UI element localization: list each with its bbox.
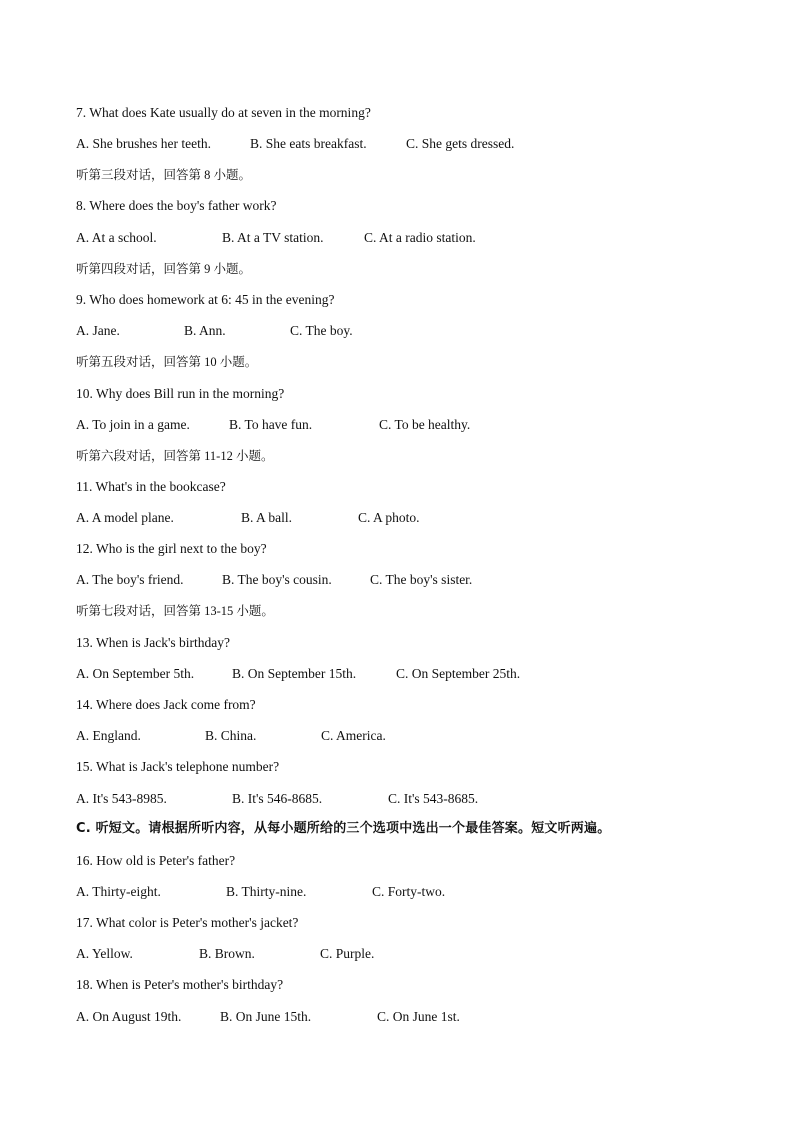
option-a: A. On September 5th. [76,666,195,681]
instruction-part-5: 听第五段对话，回答第 10 小题。 [76,355,258,369]
option-a: A. A model plane. [76,510,174,525]
option-a: A. On August 19th. [76,1009,182,1024]
option-a: A. At a school. [76,230,157,245]
option-a: A. The boy's friend. [76,572,184,587]
option-a: A. To join in a game. [76,417,190,432]
instruction-part-6: 听第六段对话，回答第 11-12 小题。 [76,449,274,463]
question-12: 12. Who is the girl next to the boy? [76,541,267,556]
option-a: A. Jane. [76,323,120,338]
option-b: B. Ann. [184,323,226,338]
option-b: B. China. [205,728,257,743]
option-c: C. Forty-two. [372,884,446,899]
option-c: C. Purple. [320,946,375,961]
question-18: 18. When is Peter's mother's birthday? [76,977,284,992]
option-a: A. Thirty-eight. [76,884,161,899]
option-c: C. On June 1st. [377,1009,460,1024]
question-8: 8. Where does the boy's father work? [76,198,277,213]
question-9: 9. Who does homework at 6: 45 in the evening? [76,292,335,307]
question-11: 11. What's in the bookcase? [76,479,226,494]
instruction-part-7: 听第七段对话，回答第 13-15 小题。 [76,604,274,618]
option-c: C. At a radio station. [364,230,476,245]
option-c: C. A photo. [358,510,420,525]
instruction-part-3: 听第三段对话，回答第 8 小题。 [76,168,252,182]
instruction-part-4: 听第四段对话，回答第 9 小题。 [76,262,252,276]
option-b: B. The boy's cousin. [222,572,332,587]
option-b: B. On September 15th. [232,666,357,681]
question-16: 16. How old is Peter's father? [76,853,236,868]
option-c: C. She gets dressed. [406,136,515,151]
option-c: C. To be healthy. [379,417,471,432]
option-b: B. Brown. [199,946,255,961]
option-b: B. She eats breakfast. [250,136,367,151]
option-a: A. She brushes her teeth. [76,136,211,151]
question-17: 17. What color is Peter's mother's jacket? [76,915,299,930]
option-a: A. Yellow. [76,946,133,961]
option-c: C. America. [321,728,386,743]
option-b: B. On June 15th. [220,1009,312,1024]
option-b: B. A ball. [241,510,293,525]
option-b: B. It's 546-8685. [232,791,323,806]
question-10: 10. Why does Bill run in the morning? [76,386,285,401]
option-c: C. It's 543-8685. [388,791,479,806]
option-b: B. To have fun. [229,417,313,432]
option-a: A. England. [76,728,141,743]
section-c-heading: C. 听短文。请根据所听内容，从每小题所给的三个选项中选出一个最佳答案。短文听两遍。 [76,821,611,836]
question-15: 15. What is Jack's telephone number? [76,759,280,774]
option-c: C. On September 25th. [396,666,521,681]
question-7: 7. What does Kate usually do at seven in the morning? [76,105,371,120]
option-c: C. The boy. [290,323,353,338]
option-a: A. It's 543-8985. [76,791,167,806]
option-c: C. The boy's sister. [370,572,473,587]
question-14: 14. Where does Jack come from? [76,697,256,712]
question-13: 13. When is Jack's birthday? [76,635,231,650]
option-b: B. At a TV station. [222,230,324,245]
option-b: B. Thirty-nine. [226,884,307,899]
